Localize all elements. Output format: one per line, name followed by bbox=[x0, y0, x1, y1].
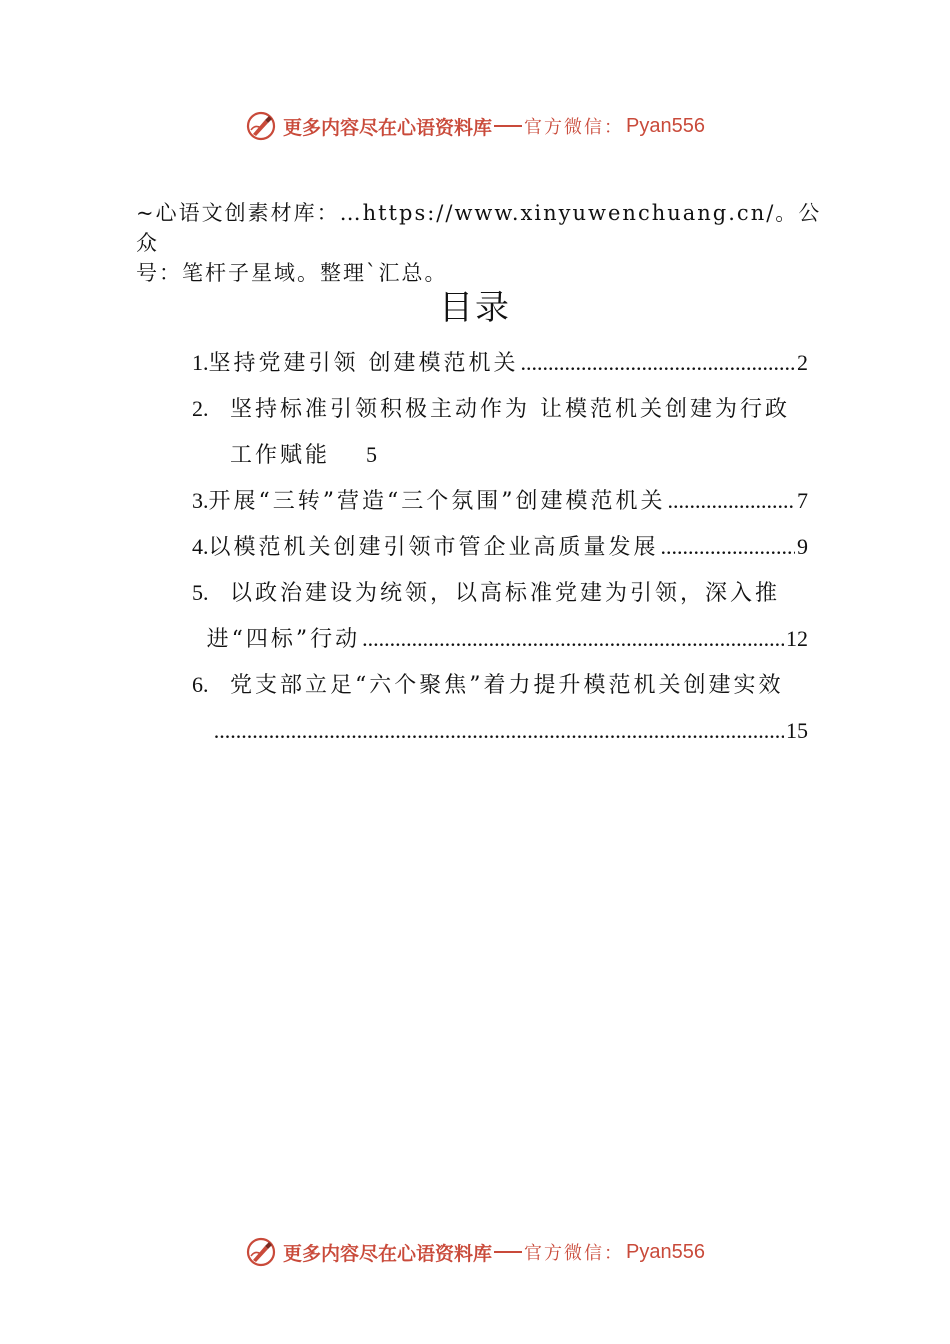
toc-entry-number: 5. bbox=[192, 580, 209, 605]
pen-logo-icon bbox=[245, 1236, 277, 1268]
toc-entry-page: 5 bbox=[366, 442, 378, 467]
toc-entry-text-continued: 工作赋能 bbox=[230, 443, 331, 468]
toc-entry-text: 坚持标准引领积极主动作为 让模范机关创建为行政 bbox=[230, 397, 790, 422]
toc-entry-6[interactable] bbox=[192, 662, 808, 754]
toc-entry-page: 2 bbox=[797, 350, 808, 375]
intro-line-1: ~心语文创素材库：…https://www.xinyuwenchuang.cn/。公众 bbox=[136, 201, 822, 255]
toc-leader-dots bbox=[521, 340, 796, 386]
header-banner bbox=[0, 106, 950, 146]
toc-entry-5[interactable] bbox=[192, 570, 808, 662]
toc-leader-dots bbox=[214, 708, 784, 754]
toc-leader-dots bbox=[362, 616, 784, 662]
banner-wechat-id: Pyan556 bbox=[626, 114, 705, 137]
toc-entry-text: 党支部立足“六个聚焦”着力提升模范机关创建实效 bbox=[230, 673, 784, 698]
intro-paragraph bbox=[136, 198, 836, 288]
banner-wechat-label: 官方微信： bbox=[524, 117, 625, 138]
toc-entry-number: 1. bbox=[192, 350, 209, 375]
banner-wechat-id: Pyan556 bbox=[626, 1240, 705, 1263]
toc-entry-1[interactable] bbox=[192, 340, 808, 386]
toc-entry-page: 9 bbox=[797, 534, 808, 559]
footer-banner bbox=[0, 1232, 950, 1272]
toc-entry-2[interactable] bbox=[192, 386, 808, 478]
banner-main-text: 更多内容尽在心语资料库 bbox=[283, 116, 493, 139]
banner-dash bbox=[494, 1251, 522, 1253]
toc-entry-number: 4. bbox=[192, 534, 209, 559]
toc-entry-text-continued: 进“四标”行动 bbox=[206, 627, 361, 652]
toc-entry-3[interactable] bbox=[192, 478, 808, 524]
toc-leader-dots bbox=[668, 478, 796, 524]
toc-entry-number: 3. bbox=[192, 488, 209, 513]
toc-entry-number: 2. bbox=[192, 396, 209, 421]
toc-entry-text: 以模范机关创建引领市管企业高质量发展 bbox=[208, 535, 659, 560]
banner-main-text: 更多内容尽在心语资料库 bbox=[283, 1242, 493, 1265]
toc-entry-page: 12 bbox=[786, 626, 808, 651]
toc-leader-dots bbox=[661, 524, 795, 570]
toc-entry-page: 15 bbox=[786, 718, 808, 743]
intro-line-2: 号：笔杆子星域。整理`汇总。 bbox=[136, 261, 448, 285]
toc-entry-number: 6. bbox=[192, 672, 209, 697]
toc-entry-text: 坚持党建引领 创建模范机关 bbox=[208, 351, 519, 376]
toc-entry-4[interactable] bbox=[192, 524, 808, 570]
toc-entry-page: 7 bbox=[797, 488, 808, 513]
toc-entry-text: 开展“三转”营造“三个氛围”创建模范机关 bbox=[208, 489, 666, 514]
table-of-contents bbox=[192, 340, 808, 754]
pen-logo-icon bbox=[245, 110, 277, 142]
banner-dash bbox=[494, 125, 522, 127]
banner-wechat-label: 官方微信： bbox=[524, 1243, 625, 1264]
toc-entry-text: 以政治建设为统领，以高标准党建为引领，深入推 bbox=[230, 581, 781, 606]
toc-title: 目录 bbox=[439, 288, 511, 328]
